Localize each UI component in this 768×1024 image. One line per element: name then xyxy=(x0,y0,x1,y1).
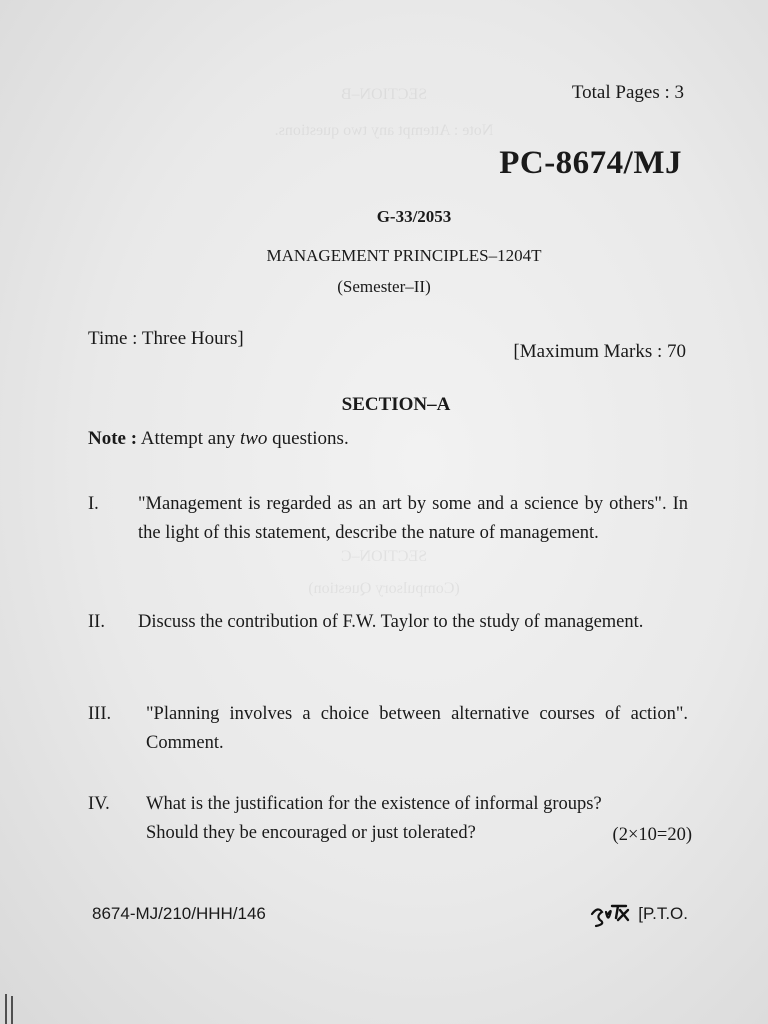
section-heading: SECTION–A xyxy=(341,394,451,415)
question-number: III. xyxy=(88,704,112,724)
section-note xyxy=(88,428,349,450)
handwritten-mark xyxy=(588,900,630,930)
exam-code: G-33/2053 xyxy=(376,207,452,226)
question-number: I. xyxy=(88,494,99,514)
maximum-marks: [Maximum Marks : 70 xyxy=(513,341,686,362)
question-text: "Management is regarded as an art by some and a science by others". In the light of this statement, describe the nature of management. xyxy=(138,494,688,543)
semester: (Semester–II) xyxy=(337,277,431,296)
note-emphasis: two xyxy=(239,428,268,449)
question-text: "Planning involves a choice between alternative courses of action". Comment. xyxy=(146,704,688,753)
paper-code: PC-8674/MJ xyxy=(499,145,682,181)
exam-duration: Time : Three Hours] xyxy=(88,328,244,349)
note-label: Note : xyxy=(88,428,138,449)
question-marks: (2×10=20) xyxy=(612,825,692,845)
subject-title: MANAGEMENT PRINCIPLES–1204T xyxy=(266,246,542,265)
question-4 xyxy=(88,790,692,850)
footer-paper-code: 8674-MJ/210/HHH/146 xyxy=(92,904,266,923)
please-turn-over: [P.T.O. xyxy=(638,904,688,923)
question-text: Discuss the contribution of F.W. Taylor to the study of management. xyxy=(138,612,644,632)
question-text: What is the justification for the existence of informal groups? Should they be encouraged or just tolerated? xyxy=(146,794,602,843)
question-number: II. xyxy=(88,612,105,632)
note-text-end: questions. xyxy=(267,428,349,449)
edge-marks xyxy=(4,994,16,1024)
total-pages: Total Pages : 3 xyxy=(571,82,684,103)
question-number: IV. xyxy=(88,794,110,814)
note-text: Attempt any xyxy=(137,428,240,449)
